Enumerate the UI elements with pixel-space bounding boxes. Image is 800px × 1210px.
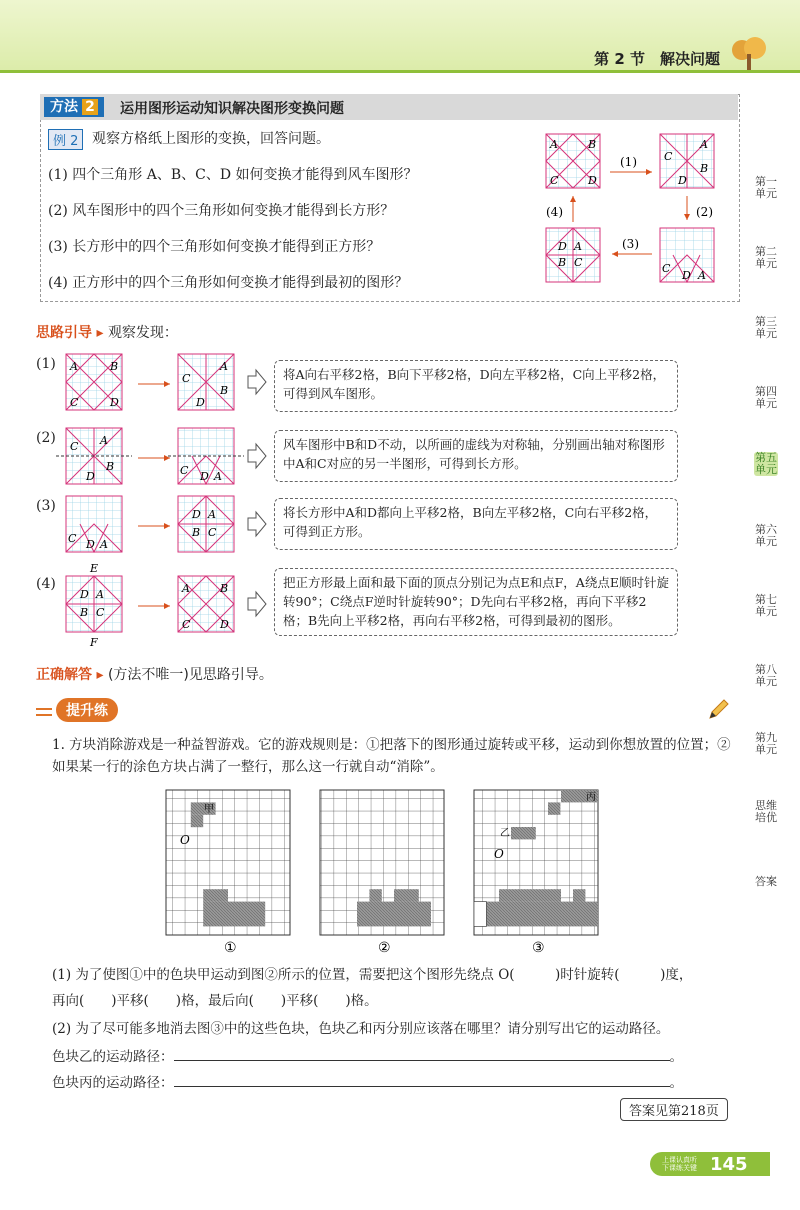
sidebar-unit-1[interactable]: 第一单元 xyxy=(755,175,777,200)
sub-question-2: (2) 为了尽可能多地消去图③中的这些色块，色块乙和丙分别应该落在哪里？请分别写出它的运动路径。 xyxy=(52,1021,670,1037)
svg-text:D: D xyxy=(86,470,95,483)
guide-note-4: 把正方形最上面和最下面的顶点分别记为点E和点F，A绕点E顺时针旋转90°；C绕点F逆时针旋转90°；D先向右平移2格，再向下平移2格；B先向上平移2格，再向右平移2格，可得到最初的图形。 xyxy=(274,568,678,636)
svg-text:D: D xyxy=(678,174,687,187)
svg-text:A: A xyxy=(70,360,78,373)
svg-text:C: C xyxy=(662,262,671,275)
svg-text:B: B xyxy=(220,582,229,595)
guide-note-1: 将A向右平移2格，B向下平移2格，D向左平移2格，C向上平移2格，可得到风车图形。 xyxy=(274,360,678,412)
svg-text:D: D xyxy=(80,588,89,601)
tree-icon xyxy=(728,36,770,70)
example-intro: 观察方格纸上图形的变换，回答问题。 xyxy=(92,131,330,147)
guide-heading: 思路引导 ▸ 观察发现： xyxy=(36,325,178,341)
svg-text:B: B xyxy=(220,384,229,397)
guide-row-3-label: (3) xyxy=(36,498,56,514)
sidebar-answers[interactable]: 答案 xyxy=(755,875,777,888)
svg-text:C: C xyxy=(68,532,77,545)
svg-text:A: A xyxy=(100,538,108,551)
path-bing-row: 色块丙的运动路径： 。 xyxy=(52,1072,683,1094)
grid-windmill xyxy=(660,134,714,188)
path-bing-blank[interactable] xyxy=(174,1072,670,1087)
method-tag: 方法 2 xyxy=(44,97,104,117)
tetris-grid-3 xyxy=(474,790,598,935)
grid-original xyxy=(546,134,600,188)
svg-text:B: B xyxy=(588,138,597,151)
footer-slogan: 上课认真听 下课练关键 xyxy=(662,1156,697,1172)
tetris-grid-2 xyxy=(320,790,444,935)
point-e: E xyxy=(90,562,99,575)
step-label-1: (1) xyxy=(620,155,637,169)
svg-text:O: O xyxy=(180,833,190,847)
svg-text:A: A xyxy=(698,269,706,282)
sidebar-unit-3[interactable]: 第三单元 xyxy=(755,315,777,340)
svg-text:丙: 丙 xyxy=(586,792,596,803)
sub-question-1b: 再向( )平移( )格，最后向( )平移( )格。 xyxy=(52,993,378,1009)
svg-text:D: D xyxy=(220,618,229,631)
svg-text:C: C xyxy=(182,618,191,631)
svg-text:C: C xyxy=(70,440,79,453)
svg-text:D: D xyxy=(110,396,119,409)
svg-text:C: C xyxy=(574,256,583,269)
svg-text:B: B xyxy=(106,460,115,473)
svg-text:D: D xyxy=(196,396,205,409)
path-yi-row: 色块乙的运动路径： 。 xyxy=(52,1046,683,1068)
grid-square xyxy=(546,228,600,282)
svg-text:O: O xyxy=(494,847,504,861)
svg-text:C: C xyxy=(208,526,217,539)
grid-label-2: ② xyxy=(378,940,391,956)
practice-question-1: 1. 方块消除游戏是一种益智游戏。它的游戏规则是：①把落下的图形通过旋转或平移，运动到你想放置的位置；②如果某一行的涂色方块占满了一整行，那么这一行就自动“消除”。 xyxy=(52,737,731,775)
question-2: (2) 风车图形中的四个三角形如何变换才能得到长方形？ xyxy=(48,203,395,219)
question-4: (4) 正方形中的四个三角形如何变换才能得到最初的图形？ xyxy=(48,275,409,291)
svg-text:A: A xyxy=(214,470,222,483)
example-diagram xyxy=(540,132,730,292)
sidebar-unit-4[interactable]: 第四单元 xyxy=(755,385,777,410)
step-label-3: (3) xyxy=(622,237,639,251)
guide-note-3: 将长方形中A和D都向上平移2格，B向左平移2格，C向右平移2格，可得到正方形。 xyxy=(274,498,678,550)
step-label-2: (2) xyxy=(696,205,713,219)
method-title: 运用图形运动知识解决图形变换问题 xyxy=(120,101,344,117)
svg-text:D: D xyxy=(558,240,567,253)
section-title: 第 2 节 解决问题 xyxy=(594,50,720,68)
sidebar-unit-5[interactable]: 第五单元 xyxy=(755,451,777,476)
svg-text:A: A xyxy=(550,138,558,151)
pencil-icon xyxy=(706,698,730,722)
svg-text:B: B xyxy=(700,162,709,175)
svg-text:D: D xyxy=(192,508,201,521)
sidebar-unit-2[interactable]: 第二单元 xyxy=(755,245,777,270)
grid-label-1: ① xyxy=(224,940,237,956)
svg-text:D: D xyxy=(86,538,95,551)
sidebar-unit-6[interactable]: 第六单元 xyxy=(755,523,777,548)
svg-text:C: C xyxy=(550,174,559,187)
svg-text:C: C xyxy=(70,396,79,409)
sidebar-unit-8[interactable]: 第八单元 xyxy=(755,663,777,688)
svg-text:D: D xyxy=(588,174,597,187)
answer-line: 正确解答 ▸ (方法不唯一)见思路引导。 xyxy=(36,667,273,683)
grid-label-3: ③ xyxy=(532,940,545,956)
svg-text:甲: 甲 xyxy=(204,804,214,815)
grid-rectangle xyxy=(660,228,714,282)
svg-text:A: A xyxy=(220,360,228,373)
guide-row-1-label: (1) xyxy=(36,356,56,372)
sidebar-thinking[interactable]: 思维培优 xyxy=(755,799,777,824)
tetris-grid-1 xyxy=(166,790,290,935)
step-label-4: (4) xyxy=(546,205,563,219)
svg-text:A: A xyxy=(96,588,104,601)
guide-row-4-label: (4) xyxy=(36,576,56,592)
svg-text:C: C xyxy=(96,606,105,619)
svg-text:D: D xyxy=(200,470,209,483)
tetris-grids xyxy=(160,786,630,956)
svg-text:A: A xyxy=(574,240,582,253)
question-3: (3) 长方形中的四个三角形如何变换才能得到正方形？ xyxy=(48,239,381,255)
svg-text:B: B xyxy=(558,256,567,269)
guide-diagrams xyxy=(56,350,276,650)
page-number: 145 xyxy=(710,1154,748,1175)
example-tag: 例 2 xyxy=(48,129,83,150)
svg-text:C: C xyxy=(182,372,191,385)
answer-reference: 答案见第218页 xyxy=(620,1098,728,1121)
guide-row-2-label: (2) xyxy=(36,430,56,446)
svg-text:B: B xyxy=(80,606,89,619)
path-yi-blank[interactable] xyxy=(174,1046,670,1061)
header-line xyxy=(0,70,800,73)
practice-pill: 提升练 xyxy=(56,698,118,722)
sub-question-1a: (1) 为了使图①中的色块甲运动到图②所示的位置，需要把这个图形先绕点 O( )时针旋转( )度， xyxy=(52,967,693,983)
practice-marker xyxy=(36,708,52,716)
question-1: (1) 四个三角形 A、B、C、D 如何变换才能得到风车图形？ xyxy=(48,167,418,183)
guide-note-2: 风车图形中B和D不动，以所画的虚线为对称轴，分别画出轴对称图形中A和C对应的另一半图形，可得到长方形。 xyxy=(274,430,678,482)
svg-text:A: A xyxy=(100,434,108,447)
svg-text:B: B xyxy=(110,360,119,373)
svg-text:A: A xyxy=(182,582,190,595)
svg-text:乙: 乙 xyxy=(500,828,510,839)
svg-text:B: B xyxy=(192,526,201,539)
sidebar-unit-7[interactable]: 第七单元 xyxy=(755,593,777,618)
svg-text:A: A xyxy=(700,138,708,151)
svg-text:C: C xyxy=(664,150,673,163)
method-number: 2 xyxy=(82,99,98,115)
svg-text:C: C xyxy=(180,464,189,477)
sidebar-unit-9[interactable]: 第九单元 xyxy=(755,731,777,756)
svg-text:A: A xyxy=(208,508,216,521)
point-f: F xyxy=(90,636,98,649)
svg-text:D: D xyxy=(682,269,691,282)
